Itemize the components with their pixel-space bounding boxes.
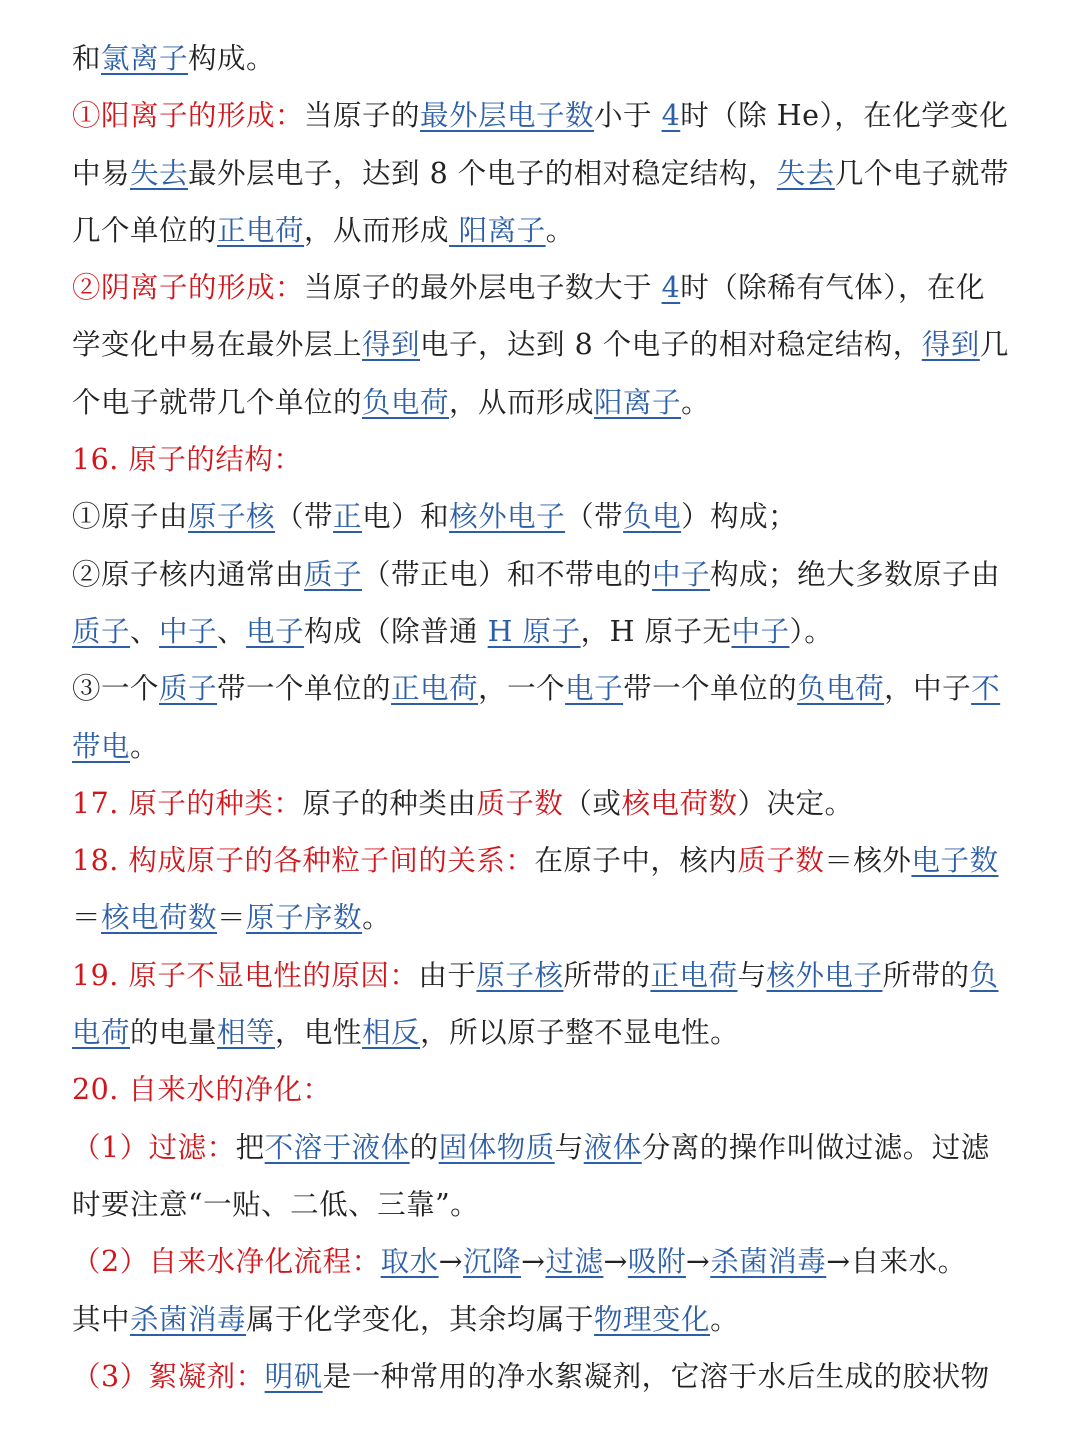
plain-text: 。 [681, 385, 711, 419]
text-line [72, 30, 1012, 87]
plain-text: ，所以原子整不显电性。 [420, 1016, 740, 1050]
key-answer: 原子序数 [246, 901, 363, 935]
plain-text: 几个单位的 [72, 213, 218, 247]
key-answer: H 原子 [487, 614, 581, 648]
plain-text: 属于化学变化，其余均属于 [246, 1302, 595, 1336]
key-answer: 电子 [565, 672, 624, 706]
text-line [72, 775, 1012, 832]
key-answer: 不 [971, 672, 1001, 706]
plain-text: 构成。 [188, 42, 276, 75]
key-answer: 4 [661, 271, 681, 305]
plain-text: → [521, 1245, 546, 1279]
text-line [72, 488, 1012, 545]
key-answer: 负 [969, 958, 999, 992]
key-answer: 沉降 [463, 1245, 522, 1279]
text-line [72, 718, 1012, 775]
text-line [72, 1291, 1012, 1348]
key-answer: 质子 [72, 614, 131, 648]
plain-text: 时（除稀有气体），在化 [680, 271, 985, 305]
plain-text: ，电性 [275, 1016, 363, 1050]
key-answer: 明矾 [264, 1359, 323, 1393]
plain-text: 。 [130, 729, 160, 763]
text-line [72, 889, 1012, 946]
text-line [72, 1233, 1012, 1290]
plain-text: 小于 [594, 99, 662, 133]
plain-text: （带正电）和不带电的 [362, 557, 653, 591]
key-answer: 中子 [731, 614, 790, 648]
text-line [72, 832, 1012, 889]
highlighted-term: （2）自来水净化流程： [72, 1245, 381, 1279]
key-answer: 负电荷 [797, 672, 885, 706]
key-answer: 正 [333, 500, 363, 534]
key-answer: 得到 [362, 328, 421, 362]
plain-text: 由于 [418, 958, 477, 992]
plain-text: →自来水。 [826, 1245, 967, 1279]
key-answer: 杀菌消毒 [130, 1302, 247, 1336]
text-line [72, 947, 1012, 1004]
plain-text: 最外层电子，达到 8 个电子的相对稳定结构， [188, 156, 777, 190]
highlighted-term: 20. 自来水的净化： [72, 1073, 332, 1107]
key-answer: 液体 [583, 1130, 642, 1164]
plain-text: 当原子的 [304, 99, 421, 133]
key-answer: 物理变化 [594, 1302, 711, 1336]
plain-text: 是一种常用的净水絮凝剂，它溶于水后生成的胶状物 [322, 1359, 990, 1393]
text-line [72, 374, 1012, 431]
key-answer: 取水 [380, 1245, 439, 1279]
plain-text: 。 [545, 213, 575, 247]
plain-text: 原子的种类由 [302, 786, 477, 820]
text-line [72, 87, 1012, 144]
text-line [72, 546, 1012, 603]
text-line [72, 1004, 1012, 1061]
plain-text: 构成；绝大多数原子由 [710, 557, 1001, 591]
plain-text: 分离的操作叫做过滤。过滤 [641, 1130, 990, 1164]
plain-text: 时（除 He），在化学变化 [680, 99, 1009, 133]
plain-text: （带 [275, 500, 334, 534]
key-answer: 质子 [304, 557, 363, 591]
plain-text: 带一个单位的 [217, 672, 392, 706]
plain-text: 构成（除普通 [304, 614, 488, 648]
plain-text: 学变化中易在最外层上 [72, 328, 363, 362]
plain-text: ，从而形成 [304, 213, 450, 247]
plain-text: 把 [235, 1130, 265, 1164]
text-line [72, 660, 1012, 717]
plain-text: ＝ [217, 901, 247, 935]
key-answer: 相等 [217, 1016, 276, 1050]
key-answer: 电子 [246, 614, 305, 648]
plain-text: 带一个单位的 [623, 672, 798, 706]
key-answer: 杀菌消毒 [710, 1245, 827, 1279]
key-answer: 4 [661, 99, 681, 133]
key-answer: 正电荷 [650, 958, 738, 992]
highlighted-term: 19. 原子不显电性的原因： [72, 958, 419, 992]
plain-text: 其中 [72, 1302, 131, 1336]
key-answer: 核外电子 [766, 958, 883, 992]
text-line [72, 1348, 1012, 1405]
key-answer: 核外电子 [449, 500, 566, 534]
key-answer: 原子核 [188, 500, 276, 534]
plain-text: ，中子 [884, 672, 972, 706]
plain-text: 个电子就带几个单位的 [72, 385, 363, 419]
key-answer: 失去 [776, 156, 835, 190]
key-answer: 负电荷 [362, 385, 450, 419]
text-line [72, 1061, 1012, 1118]
plain-text: 与 [737, 958, 767, 992]
highlighted-term: 质子数 [476, 786, 564, 820]
key-answer: 中子 [652, 557, 711, 591]
key-answer: 中子 [159, 614, 218, 648]
highlighted-term: （1）过滤： [72, 1130, 236, 1164]
plain-text: ）决定。 [737, 786, 854, 820]
key-answer: 正电荷 [217, 213, 305, 247]
key-answer: 正电荷 [391, 672, 479, 706]
plain-text: ）。 [789, 614, 834, 648]
key-answer: 失去 [130, 156, 189, 190]
plain-text: 几 [979, 328, 1009, 362]
key-answer: 负电 [623, 500, 682, 534]
text-line [72, 431, 1012, 488]
plain-text: 、 [130, 614, 160, 648]
key-answer: 电子数 [911, 844, 999, 878]
plain-text: 电子，达到 8 个电子的相对稳定结构， [420, 328, 922, 362]
key-answer: 氯离子 [101, 42, 189, 75]
plain-text: ③一个 [72, 672, 160, 706]
plain-text: 几个电子就带 [834, 156, 1009, 190]
key-answer: 阳离子 [594, 385, 682, 419]
plain-text: ，H 原子无 [580, 614, 732, 648]
key-answer: 最外层电子数 [420, 99, 595, 133]
plain-text: 中易 [72, 156, 131, 190]
plain-text: 的电量 [130, 1016, 218, 1050]
text-line [72, 1119, 1012, 1176]
key-answer: 相反 [362, 1016, 421, 1050]
plain-text: （带 [565, 500, 624, 534]
key-answer: 核电荷数 [101, 901, 218, 935]
key-answer: 固体物质 [438, 1130, 555, 1164]
plain-text: ①原子由 [72, 500, 189, 534]
plain-text: 。 [362, 901, 392, 935]
highlighted-term: 18. 构成原子的各种粒子间的关系： [72, 844, 535, 878]
plain-text: 电）和 [362, 500, 450, 534]
plain-text: → [685, 1245, 711, 1279]
highlighted-term: 核电荷数 [621, 786, 738, 820]
key-answer: 不溶于液体 [264, 1130, 410, 1164]
highlighted-term: （3）絮凝剂： [72, 1359, 265, 1393]
key-answer: 吸附 [627, 1245, 686, 1279]
key-answer: 带电 [72, 729, 131, 763]
highlighted-term: 17. 原子的种类： [72, 786, 303, 820]
plain-text: → [603, 1245, 628, 1279]
text-line [72, 1176, 1012, 1233]
plain-text: 所带的 [882, 958, 970, 992]
plain-text: ②原子核内通常由 [72, 557, 305, 591]
plain-text: 与 [554, 1130, 584, 1164]
plain-text: ）构成； [681, 500, 798, 534]
plain-text: 、 [217, 614, 247, 648]
key-answer: 原子核 [476, 958, 564, 992]
key-answer: 得到 [921, 328, 980, 362]
text-line [72, 603, 1012, 660]
key-answer: 过滤 [545, 1245, 604, 1279]
key-answer: 阳离子 [449, 213, 546, 247]
text-line [72, 259, 1012, 316]
plain-text: ，一个 [478, 672, 566, 706]
highlighted-term: 质子数 [737, 844, 825, 878]
text-line [72, 202, 1012, 259]
plain-text: ，从而形成 [449, 385, 595, 419]
plain-text: （或 [563, 786, 622, 820]
plain-text: 。 [710, 1302, 740, 1336]
highlighted-term: ①阳离子的形成： [72, 99, 305, 133]
text-line [72, 316, 1012, 373]
plain-text: → [438, 1245, 464, 1279]
plain-text: ＝ [72, 901, 102, 935]
plain-text: 的 [409, 1130, 439, 1164]
key-answer: 质子 [159, 672, 218, 706]
plain-text: 所带的 [563, 958, 651, 992]
plain-text: 时要注意“一贴、二低、三靠”。 [72, 1187, 480, 1221]
plain-text: 和 [72, 42, 102, 75]
text-line [72, 145, 1012, 202]
plain-text: ＝核外 [824, 844, 912, 878]
key-answer: 电荷 [72, 1016, 131, 1050]
plain-text: 在原子中，核内 [534, 844, 738, 878]
plain-text: 当原子的最外层电子数大于 [304, 271, 662, 305]
highlighted-term: ②阴离子的形成： [72, 271, 305, 305]
highlighted-term: 16. 原子的结构： [72, 443, 303, 477]
